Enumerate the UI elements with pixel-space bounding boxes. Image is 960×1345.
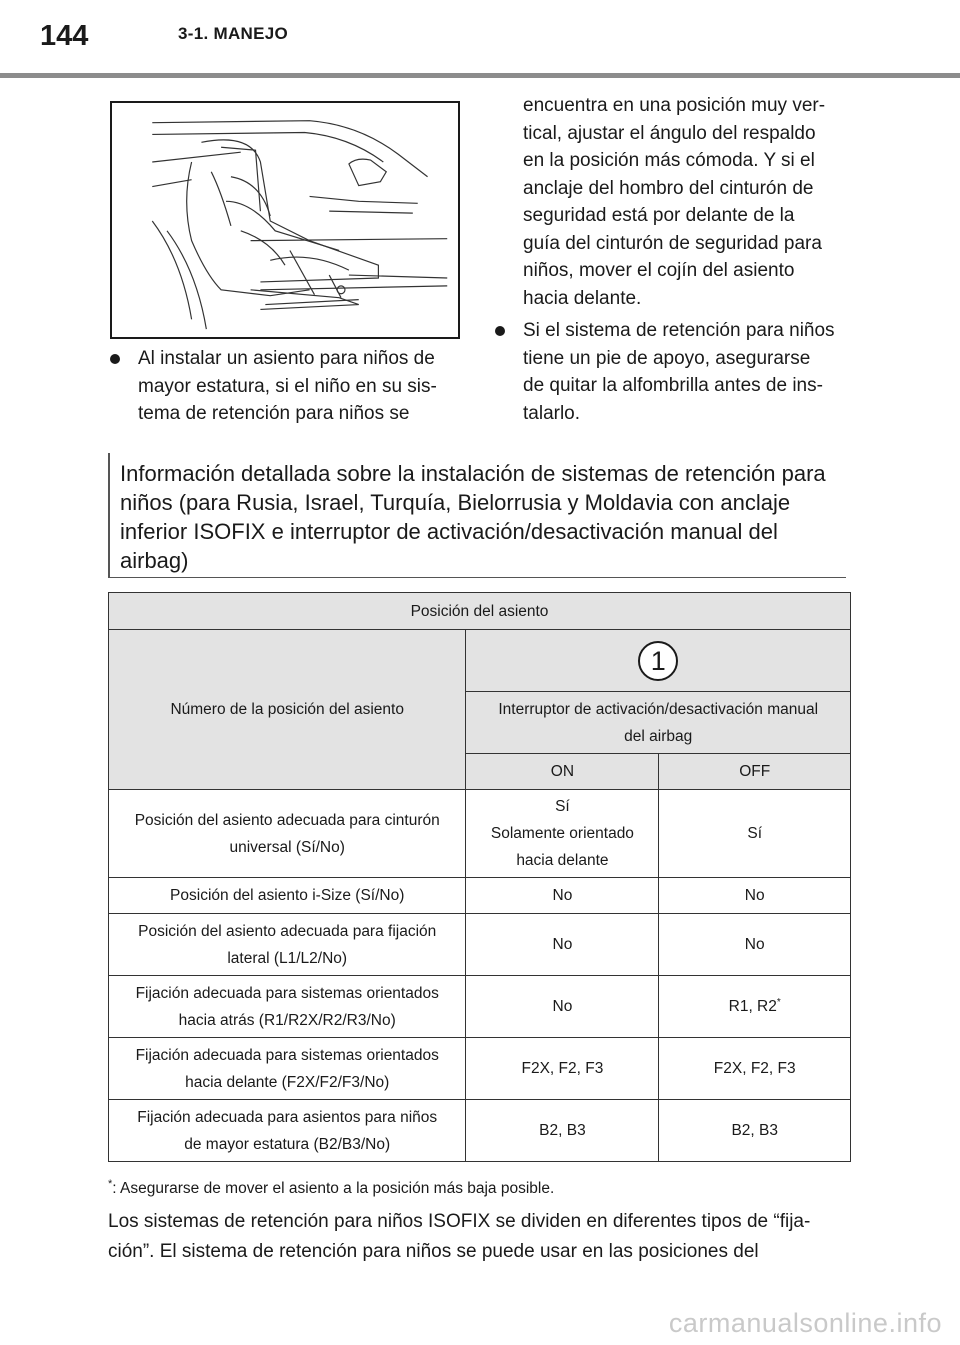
- seat-number-cell: [466, 630, 851, 692]
- section-title: 3-1. MANEJO: [178, 24, 289, 43]
- paragraph-line: tical, ajustar el ángulo del respaldo: [523, 122, 816, 144]
- paragraph-line: anclaje del hombro del cinturón de: [523, 177, 814, 199]
- footnote-mark: *: [108, 1178, 113, 1190]
- info-heading-line: inferior ISOFIX e interruptor de activación/desactivación manual del: [120, 519, 778, 544]
- page-header: [0, 0, 960, 78]
- bullet-text: Al instalar un asiento para niños de: [138, 348, 435, 369]
- on-value: No: [466, 976, 659, 1038]
- paragraph-line: ción”. El sistema de retención para niños se puede usar en las posiciones del: [108, 1241, 759, 1262]
- page-number: 144: [40, 20, 89, 52]
- on-value: No: [466, 914, 659, 976]
- bullet-continuation: talarlo.: [523, 402, 581, 424]
- table-row: [109, 1038, 851, 1100]
- off-column-header: OFF: [659, 754, 851, 790]
- info-heading-box: [108, 453, 846, 578]
- on-value: Sí Solamente orientado hacia delante: [466, 790, 659, 878]
- info-heading-line: niños (para Rusia, Israel, Turquía, Bielorrusia y Moldavia con anclaje: [120, 490, 791, 515]
- info-heading-line: airbag): [120, 548, 189, 573]
- off-value: R1, R2*: [659, 976, 851, 1038]
- on-column-header: ON: [466, 754, 659, 790]
- bullet-continuation: de quitar la alfombrilla antes de ins-: [523, 375, 823, 396]
- paragraph-line: hacia delante.: [523, 287, 642, 309]
- bullet-item: [110, 345, 437, 373]
- row-label: Posición del asiento adecuada para cinturón universal (Sí/No): [109, 790, 466, 878]
- table-header-row: [109, 593, 851, 630]
- watermark: carmanualsonline.info: [668, 1308, 942, 1338]
- left-column-text: [110, 345, 437, 428]
- seat-position-table: [108, 592, 851, 1162]
- on-value: No: [466, 878, 659, 914]
- bullet-dot: [495, 326, 505, 336]
- off-value: B2, B3: [659, 1100, 851, 1162]
- paragraph-line: niños, mover el cojín del asiento: [523, 260, 795, 281]
- seat-number-badge: 1: [638, 641, 678, 681]
- off-value: F2X, F2, F3: [659, 1038, 851, 1100]
- off-value: No: [659, 914, 851, 976]
- footnote-text: : Asegurarse de mover el asiento a la posición más baja posible.: [112, 1180, 555, 1198]
- header-rule: [0, 73, 960, 78]
- seat-number-label: Número de la posición del asiento: [109, 630, 466, 790]
- table-header-cell: Posición del asiento: [109, 593, 851, 630]
- table-row: [109, 630, 851, 692]
- row-label: Posición del asiento i-Size (Sí/No): [109, 878, 466, 914]
- on-value: F2X, F2, F3: [466, 1038, 659, 1100]
- on-value: B2, B3: [466, 1100, 659, 1162]
- table-row: [109, 878, 851, 914]
- bullet-continuation: tiene un pie de apoyo, asegurarse: [523, 347, 811, 369]
- bullet-text: Si el sistema de retención para niños: [523, 320, 835, 341]
- row-label: Fijación adecuada para sistemas orientados hacia atrás (R1/R2X/R2/R3/No): [109, 976, 466, 1038]
- row-label: Fijación adecuada para sistemas orientados hacia delante (F2X/F2/F3/No): [109, 1038, 466, 1100]
- table-row: [109, 1100, 851, 1162]
- paragraph-line: guía del cinturón de seguridad para: [523, 232, 822, 254]
- paragraph-line: Los sistemas de retención para niños ISOFIX se dividen en diferentes tipos de “fija-: [108, 1211, 811, 1232]
- paragraph-line: en la posición más cómoda. Y si el: [523, 150, 815, 171]
- bullet-item: [495, 317, 835, 345]
- table-row: [109, 976, 851, 1038]
- bullet-continuation: mayor estatura, si el niño en su sis-: [138, 375, 437, 397]
- right-column-text: [495, 92, 835, 427]
- row-label: Fijación adecuada para asientos para niños de mayor estatura (B2/B3/No): [109, 1100, 466, 1162]
- child-seat-illustration: [110, 101, 460, 339]
- child-seat-drawing: [112, 103, 458, 337]
- bullet-continuation: tema de retención para niños se: [138, 403, 410, 424]
- airbag-switch-label: Interruptor de activación/desactivación manual del airbag: [466, 692, 851, 754]
- table-row: [109, 914, 851, 976]
- footnote: [108, 1178, 554, 1198]
- off-value: No: [659, 878, 851, 914]
- bullet-dot: [110, 354, 120, 364]
- info-heading-line: Información detallada sobre la instalación de sistemas de retención para: [120, 461, 826, 486]
- paragraph-line: encuentra en una posición muy ver-: [523, 95, 826, 116]
- row-label: Posición del asiento adecuada para fijación lateral (L1/L2/No): [109, 914, 466, 976]
- table-row: [109, 790, 851, 878]
- bottom-paragraph: [108, 1207, 858, 1267]
- paragraph-line: seguridad está por delante de la: [523, 205, 795, 226]
- off-value: Sí: [659, 790, 851, 878]
